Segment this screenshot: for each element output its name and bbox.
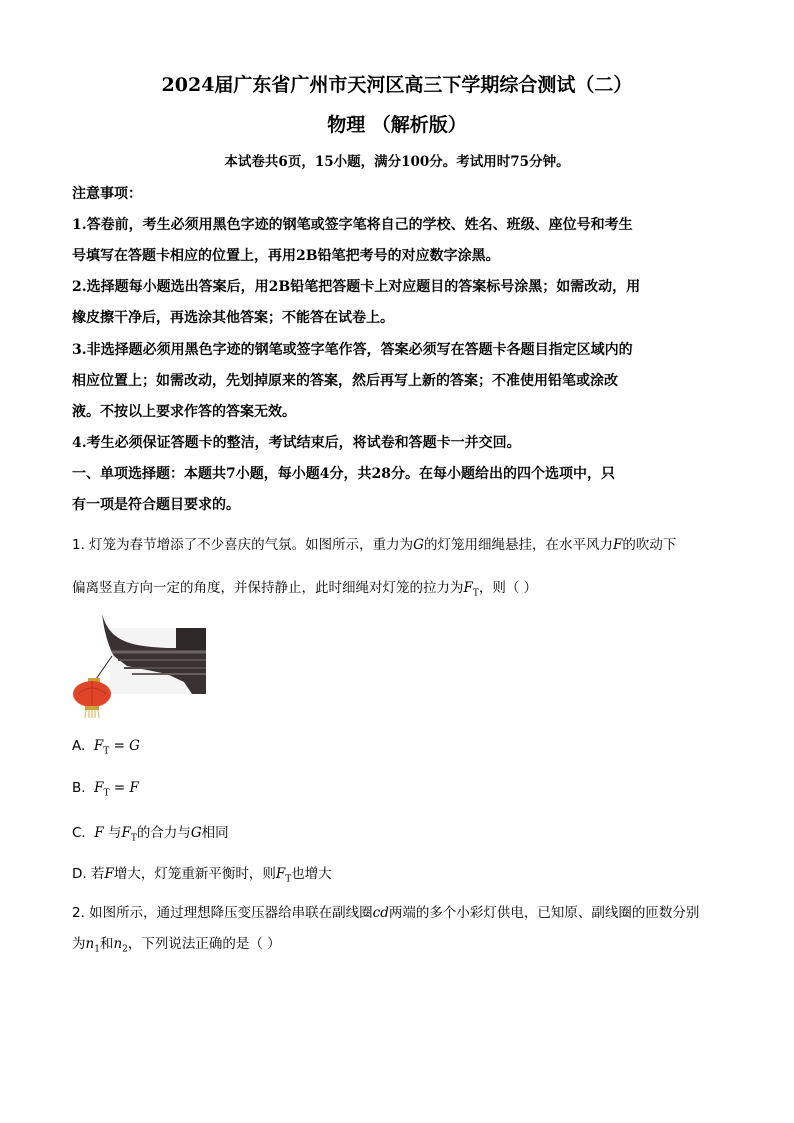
lantern-figure [72,612,212,720]
question-1-line-2: 偏离竖直方向一定的角度，并保持静止，此时细绳对灯笼的拉力为$F_T$，则（ ） [72,580,538,599]
notice-line: 橡皮擦干净后，再选涂其他答案；不能答在试卷上。 [72,310,394,326]
math-FT: $F_T$ [463,580,479,599]
notice-line: 3.非选择题必须用黑色字迹的钢笔或签字笔作答，答案必须写在答题卡各题目指定区域内的 [72,342,633,358]
notice-line: 号填写在答题卡相应的位置上，再用2B铅笔把考号的对应数字涂黑。 [72,248,500,264]
option-d[interactable]: D. 若F增大，灯笼重新平衡时，则$F_T$也增大 [72,866,332,885]
question-2-line-2: 为$n_1$和$n_2$，下列说法正确的是（ ） [72,936,281,955]
notice-line: 2.选择题每小题选出答案后，用2B铅笔把答题卡上对应题目的答案标号涂黑；如需改动，用 [72,279,641,295]
notice-line: 相应位置上；如需改动，先划掉原来的答案，然后再写上新的答案；不准使用铅笔或涂改 [72,373,618,389]
question-2-line-1: 2. 如图所示，通过理想降压变压器给串联在副线圈cd两端的多个小彩灯供电，已知原、副线圈的匝数分别 [72,905,700,921]
question-1-line-1: 1. 灯笼为春节增添了不少喜庆的气氛。如图所示，重力为G的灯笼用细绳悬挂，在水平风力F的吹动下 [72,537,677,553]
option-c[interactable]: C. F 与$F_T$的合力与G相同 [72,825,229,844]
math-G: G [413,537,424,553]
notice-line: 4.考生必须保证答题卡的整洁，考试结束后，将试卷和答题卡一并交回。 [72,435,521,451]
document-subtitle: 物理 （解析版） [327,114,467,136]
document-title: 2024届广东省广州市天河区高三下学期综合测试（二） [161,74,633,96]
section-heading-cont: 有一项是符合题目要求的。 [72,497,240,513]
notice-line: 液。不按以上要求作答的答案无效。 [72,404,296,420]
notice-line: 1.答卷前，考生必须用黑色字迹的钢笔或签字笔将自己的学校、姓名、班级、座位号和考生 [72,217,633,233]
option-b[interactable]: B. $F_T = F$ [72,780,139,799]
option-a[interactable]: A. $F_T = G$ [72,738,140,757]
notice-heading: 注意事项： [72,186,142,202]
section-heading: 一、单项选择题：本题共7小题，每小题4分，共28分。在每小题给出的四个选项中，只 [72,466,615,482]
exam-info: 本试卷共6页，15小题，满分100分。考试用时75分钟。 [224,154,570,170]
math-F: F [612,537,623,553]
